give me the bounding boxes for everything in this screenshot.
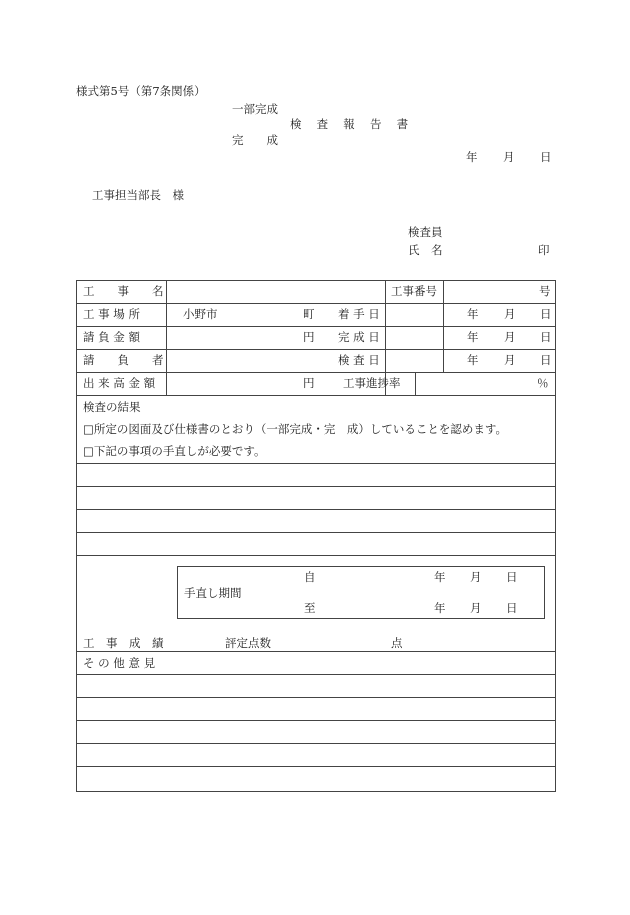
to-day: 日 [506,601,518,615]
row-divider [77,651,555,652]
row-divider [77,303,555,304]
location-label: 工 事 場 所 [83,307,140,321]
page-title: 検 査 報 告 書 [290,117,414,131]
row-divider [77,720,555,721]
date-year: 年 [466,150,478,164]
other-opinion-label: そ の 他 意 見 [83,656,156,670]
repair-period-label: 手直し期間 [184,586,242,600]
col-divider [385,303,386,372]
to-year: 年 [434,601,446,615]
to-label: 至 [304,601,316,615]
score-label: 評定点数 [225,636,271,650]
row-divider [77,766,555,767]
col-divider [443,303,444,372]
inspection-month: 月 [504,353,516,367]
progress-percent: ％ [537,376,549,390]
completion-year: 年 [467,330,479,344]
completed-amount-label: 出 来 高 金 額 [83,376,156,390]
addressee: 工事担当部長 様 [92,188,184,202]
date-month: 月 [503,150,515,164]
completion-day: 日 [540,330,552,344]
row-divider [77,697,555,698]
inspection-table [76,280,556,792]
start-day: 日 [540,307,552,321]
start-year: 年 [467,307,479,321]
col-divider [166,281,167,395]
name-label: 氏 名 [408,243,443,257]
result-option-repair: □下記の事項の手直しが必要です。 [83,444,266,458]
score-points: 点 [391,636,403,650]
from-month: 月 [470,570,482,584]
row-divider [77,743,555,744]
inspection-year: 年 [467,353,479,367]
construction-number-label: 工事番号 [391,284,437,298]
completion-date-label: 完 成 日 [338,330,380,344]
row-divider [77,372,555,373]
repair-period-box [177,566,545,619]
title-option-partial: 一部完成 [232,102,278,116]
start-month: 月 [504,307,516,321]
contract-amount-label: 請 負 金 額 [83,330,140,344]
row-divider [77,674,555,675]
from-year: 年 [434,570,446,584]
inspection-date-label: 検 査 日 [338,353,380,367]
col-divider [415,372,416,395]
contractor-label: 請 負 者 [83,353,164,367]
inspection-day: 日 [540,353,552,367]
completed-yen: 円 [303,376,315,390]
location-city: 小野市 [183,307,218,321]
completion-month: 月 [504,330,516,344]
row-divider [77,486,555,487]
row-divider [77,349,555,350]
row-divider [77,395,555,396]
row-divider [77,555,555,556]
from-label: 自 [304,570,316,584]
number-suffix: 号 [539,284,551,298]
title-option-complete: 完 成 [232,133,278,147]
date-day: 日 [540,150,552,164]
progress-label: 工事進捗率 [343,376,401,390]
col-divider [443,281,444,303]
form-number: 様式第5号（第7条関係） [76,84,206,98]
result-label: 検査の結果 [83,400,141,414]
seal-mark: 印 [538,243,550,257]
start-date-label: 着 手 日 [338,307,380,321]
row-divider [77,326,555,327]
construction-name-label: 工 事 名 [83,284,164,298]
row-divider [77,509,555,510]
contract-yen: 円 [303,330,315,344]
result-option-complete: □所定の図面及び仕様書のとおり（一部完成・完 成）していることを認めます。 [83,422,507,436]
location-town: 町 [303,307,315,321]
to-month: 月 [470,601,482,615]
row-divider [77,532,555,533]
inspector-label: 検査員 [408,225,443,239]
from-day: 日 [506,570,518,584]
grade-label: 工 事 成 績 [83,636,164,650]
row-divider [77,463,555,464]
